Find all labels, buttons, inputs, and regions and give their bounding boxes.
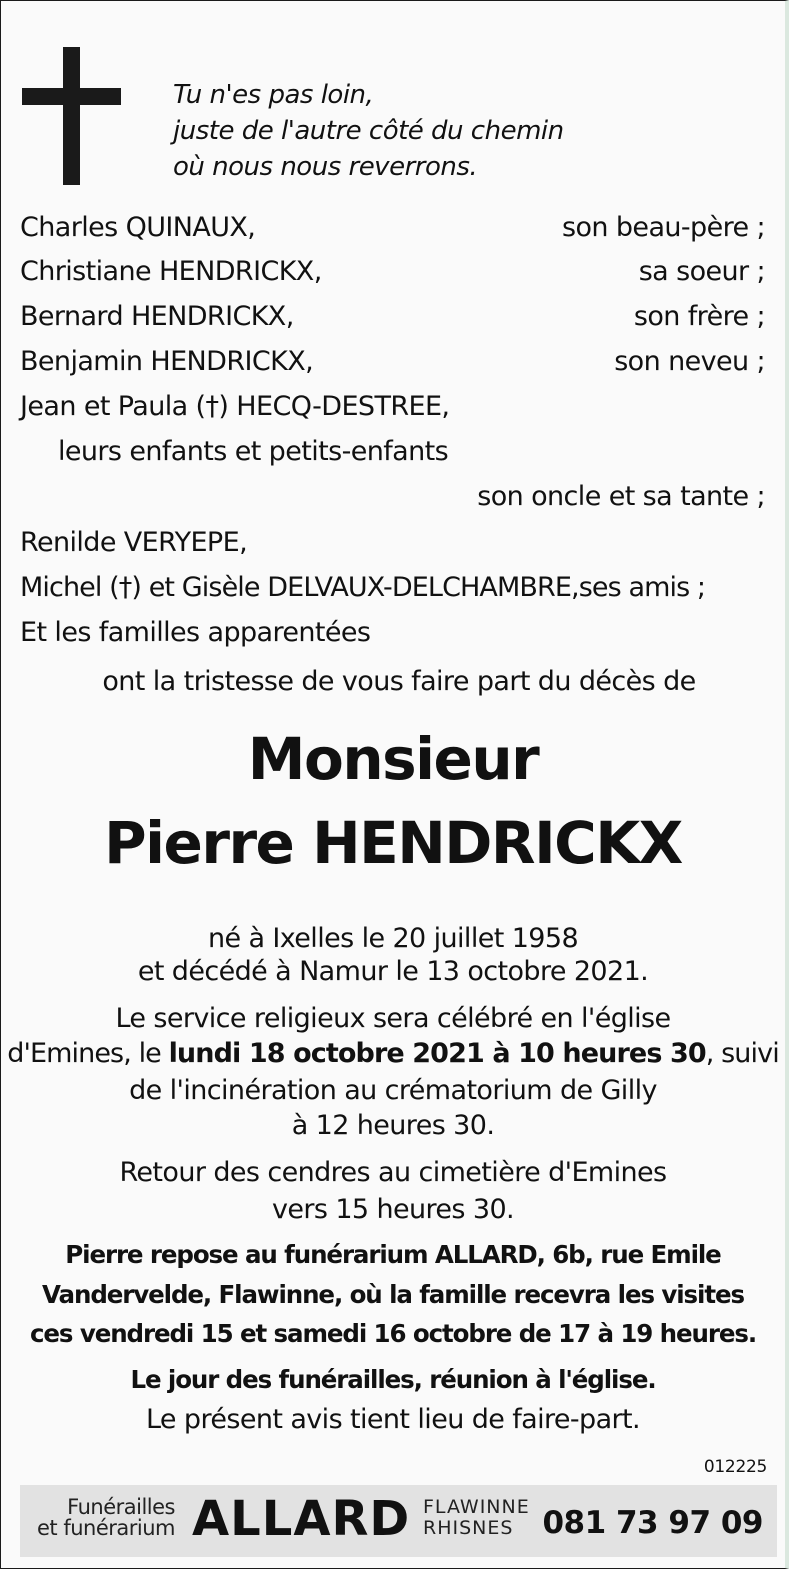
family-relation: son frère ;	[633, 301, 765, 332]
service-line	[1, 1038, 785, 1069]
service-line: Le service religieux sera célébré en l'église	[115, 1003, 671, 1034]
service-text: , suivi	[705, 1038, 779, 1069]
family-name: Benjamin HENDRICKX,	[20, 346, 314, 377]
service-datetime: lundi 18 octobre 2021 à 10 heures 30	[168, 1038, 706, 1069]
death-line: et décédé à Namur le 13 octobre 2021.	[137, 956, 649, 987]
deceased-title: Monsieur	[247, 725, 539, 793]
family-name: Michel (†) et Gisèle DELVAUX-DELCHAMBRE,ses amis ;	[20, 572, 706, 603]
family-relation: sa soeur ;	[638, 256, 765, 287]
family-name: Bernard HENDRICKX,	[20, 301, 294, 332]
ashes-line: Retour des cendres au cimetière d'Emines	[119, 1157, 667, 1188]
family-relation: son neveu ;	[614, 346, 765, 377]
footer-services	[37, 1497, 175, 1539]
funeral-home-banner	[20, 1485, 777, 1557]
footer-services-line: et funérarium	[37, 1516, 175, 1540]
service-line: de l'incinération au crématorium de Gilly	[129, 1075, 657, 1106]
family-name: Et les familles apparentées	[20, 617, 371, 648]
notice-line: Le présent avis tient lieu de faire-part.	[145, 1404, 641, 1435]
birth-line: né à Ixelles le 20 juillet 1958	[207, 923, 579, 954]
service-line: à 12 heures 30.	[291, 1110, 495, 1141]
poem-line: Tu n'es pas loin,	[173, 80, 374, 110]
footer-phone: 081 73 97 09	[542, 1505, 763, 1541]
footer-services-line: Funérailles	[67, 1495, 175, 1519]
footer-location: RHISNES	[423, 1517, 514, 1539]
service-text: d'Emines, le	[7, 1038, 169, 1069]
family-name: leurs enfants et petits-enfants	[58, 436, 449, 467]
family-name: Renilde VERYEPE,	[20, 527, 248, 558]
footer-location: FLAWINNE	[423, 1496, 530, 1518]
visitation-line: ces vendredi 15 et samedi 16 octobre de 17 à 19 heures.	[29, 1319, 757, 1348]
family-name: Christiane HENDRICKX,	[20, 256, 322, 287]
announcement: ont la tristesse de vous faire part du décès de	[102, 666, 696, 697]
family-relation: son oncle et sa tante ;	[477, 481, 765, 512]
poem-line: où nous nous reverrons.	[173, 152, 478, 182]
ashes-line: vers 15 heures 30.	[271, 1194, 515, 1225]
visitation-line: Vandervelde, Flawinne, où la famille recevra les visites	[42, 1280, 744, 1309]
reference-number: 012225	[703, 1457, 767, 1477]
poem-line: juste de l'autre côté du chemin	[173, 116, 564, 146]
deceased-name: Pierre HENDRICKX	[104, 809, 682, 877]
visitation-line: Pierre repose au funérarium ALLARD, 6b, rue Emile	[65, 1240, 721, 1269]
family-relation: son beau-père ;	[562, 212, 765, 243]
gathering-line: Le jour des funérailles, réunion à l'église.	[130, 1365, 656, 1394]
family-name: Charles QUINAUX,	[20, 212, 256, 243]
footer-locations	[423, 1497, 530, 1539]
poem	[173, 77, 564, 185]
family-name: Jean et Paula (†) HECQ-DESTREE,	[20, 391, 450, 422]
funeral-home-brand: ALLARD	[192, 1491, 411, 1547]
